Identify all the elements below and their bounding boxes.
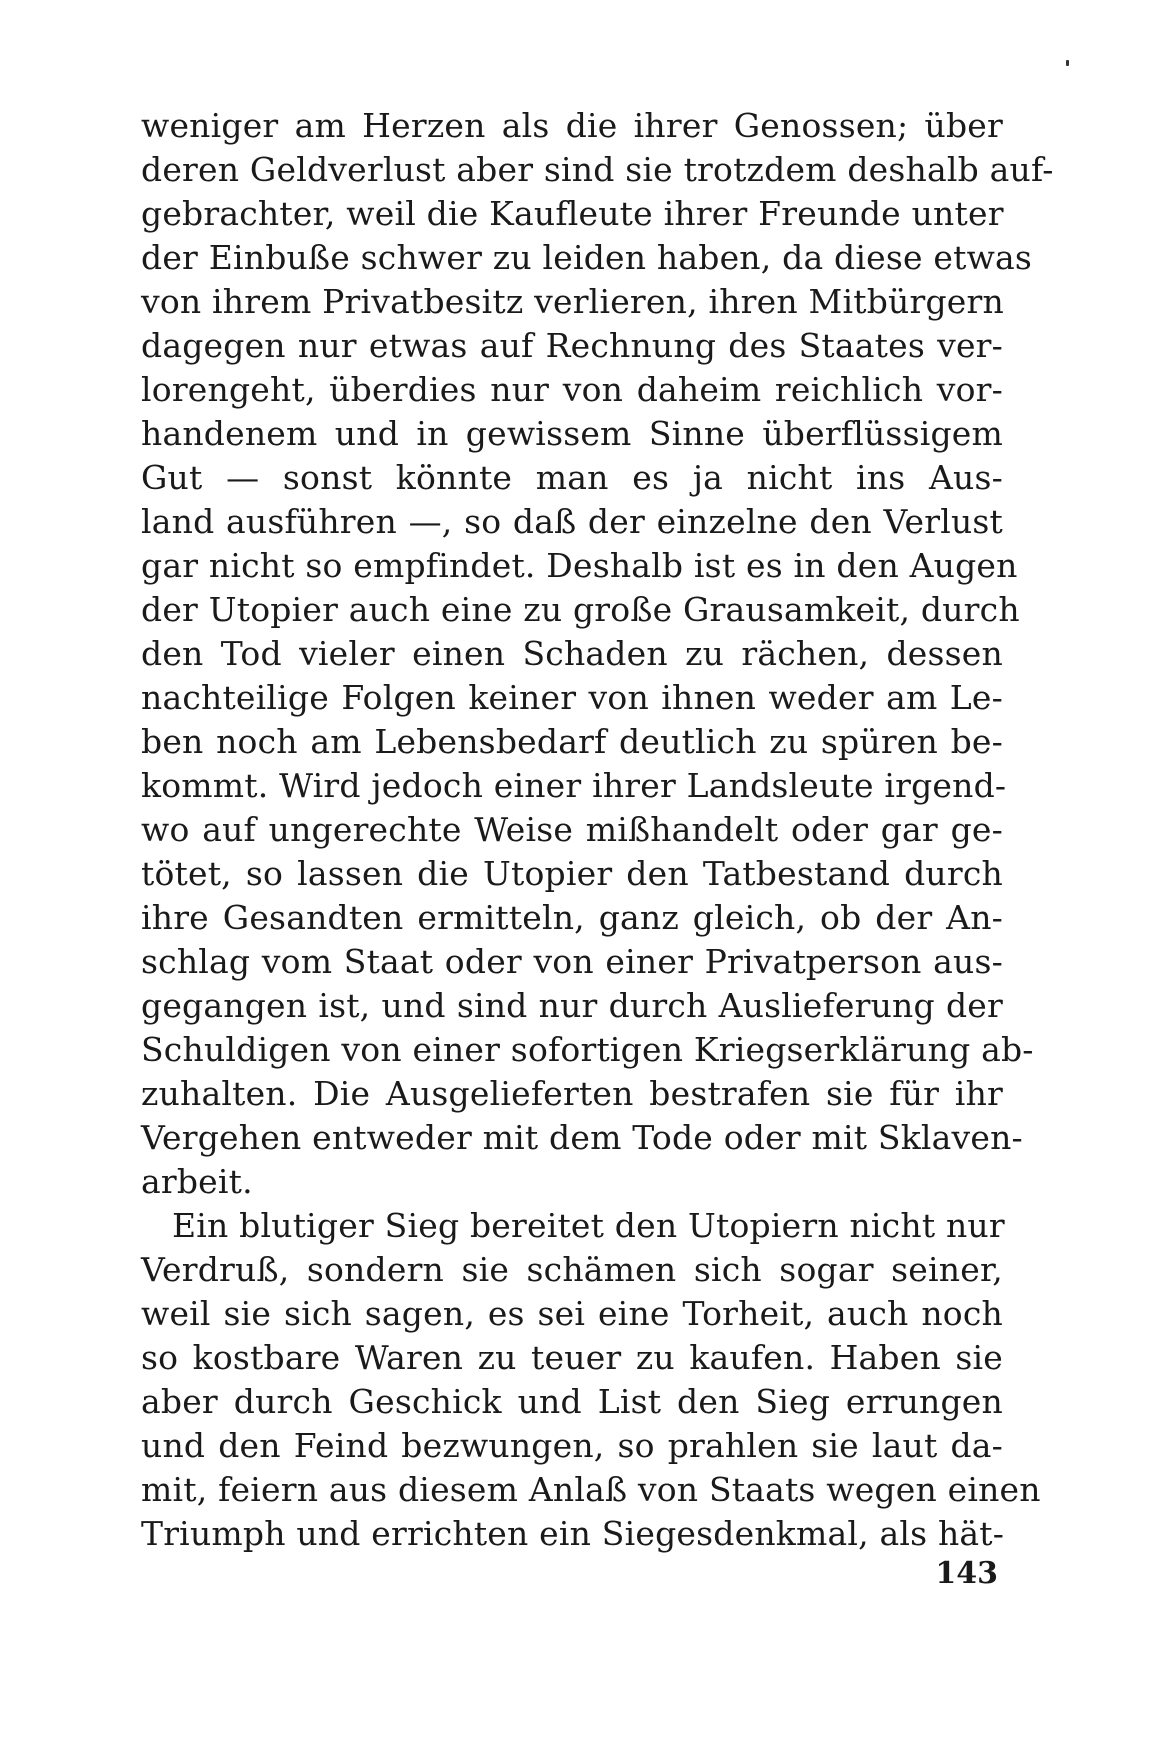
text-line: lorengeht, überdies nur von daheim reichlich vor- bbox=[141, 370, 1003, 409]
text-line: aber durch Geschick und List den Sieg errungen bbox=[141, 1382, 1003, 1421]
text-line: Ein blutiger Sieg bereitet den Utopiern nicht nur bbox=[172, 1206, 1005, 1245]
text-line: dagegen nur etwas auf Rechnung des Staates ver- bbox=[141, 326, 1003, 365]
text-line: Verdruß, sondern sie schämen sich sogar seiner, bbox=[141, 1250, 1003, 1289]
text-line: wo auf ungerechte Weise mißhandelt oder gar ge- bbox=[141, 810, 1003, 849]
text-line: Schuldigen von einer sofortigen Kriegserklärung ab- bbox=[141, 1030, 1034, 1069]
text-line: arbeit. bbox=[141, 1162, 253, 1201]
text-line: tötet, so lassen die Utopier den Tatbestand durch bbox=[141, 854, 1003, 893]
text-line: gar nicht so empfindet. Deshalb ist es in den Augen bbox=[141, 546, 1018, 585]
text-line: zuhalten. Die Ausgelieferten bestrafen sie für ihr bbox=[141, 1074, 1003, 1113]
text-line: Triumph und errichten ein Siegesdenkmal, als hät- bbox=[141, 1514, 1005, 1553]
printing-speck bbox=[1066, 60, 1069, 66]
text-line: mit, feiern aus diesem Anlaß von Staats wegen einen bbox=[141, 1470, 1041, 1509]
text-line: den Tod vieler einen Schaden zu rächen, dessen bbox=[141, 634, 1003, 673]
text-line: handenem und in gewissem Sinne überflüssigem bbox=[141, 414, 1003, 453]
text-line: gebrachter, weil die Kaufleute ihrer Freunde unter bbox=[141, 194, 1004, 233]
text-line: weil sie sich sagen, es sei eine Torheit, auch noch bbox=[141, 1294, 1003, 1333]
page-number: 143 bbox=[935, 1556, 998, 1591]
text-line: nachteilige Folgen keiner von ihnen weder am Le- bbox=[141, 678, 1003, 717]
text-line: so kostbare Waren zu teuer zu kaufen. Haben sie bbox=[141, 1338, 1003, 1377]
text-line: land ausführen —, so daß der einzelne den Verlust bbox=[141, 502, 1003, 541]
text-line: weniger am Herzen als die ihrer Genossen; über bbox=[141, 106, 1003, 145]
text-line: schlag vom Staat oder von einer Privatperson aus- bbox=[141, 942, 1003, 981]
text-line: Vergehen entweder mit dem Tode oder mit Sklaven- bbox=[141, 1118, 1023, 1157]
text-line: der Einbuße schwer zu leiden haben, da diese etwas bbox=[141, 238, 1033, 277]
text-line: von ihrem Privatbesitz verlieren, ihren Mitbürgern bbox=[141, 282, 1004, 321]
text-line: gegangen ist, und sind nur durch Auslieferung der bbox=[141, 986, 1003, 1025]
text-line: Gut — sonst könnte man es ja nicht ins Aus- bbox=[141, 458, 1003, 497]
text-line: und den Feind bezwungen, so prahlen sie laut da- bbox=[141, 1426, 1003, 1465]
body-text bbox=[141, 104, 1054, 1556]
text-line: ben noch am Lebensbedarf deutlich zu spüren be- bbox=[141, 722, 1003, 761]
text-line: der Utopier auch eine zu große Grausamkeit, durch bbox=[141, 590, 1020, 629]
text-line: kommt. Wird jedoch einer ihrer Landsleute irgend- bbox=[141, 766, 1007, 805]
text-line: deren Geldverlust aber sind sie trotzdem deshalb auf- bbox=[141, 150, 1054, 189]
text-line: ihre Gesandten ermitteln, ganz gleich, ob der An- bbox=[141, 898, 1003, 937]
